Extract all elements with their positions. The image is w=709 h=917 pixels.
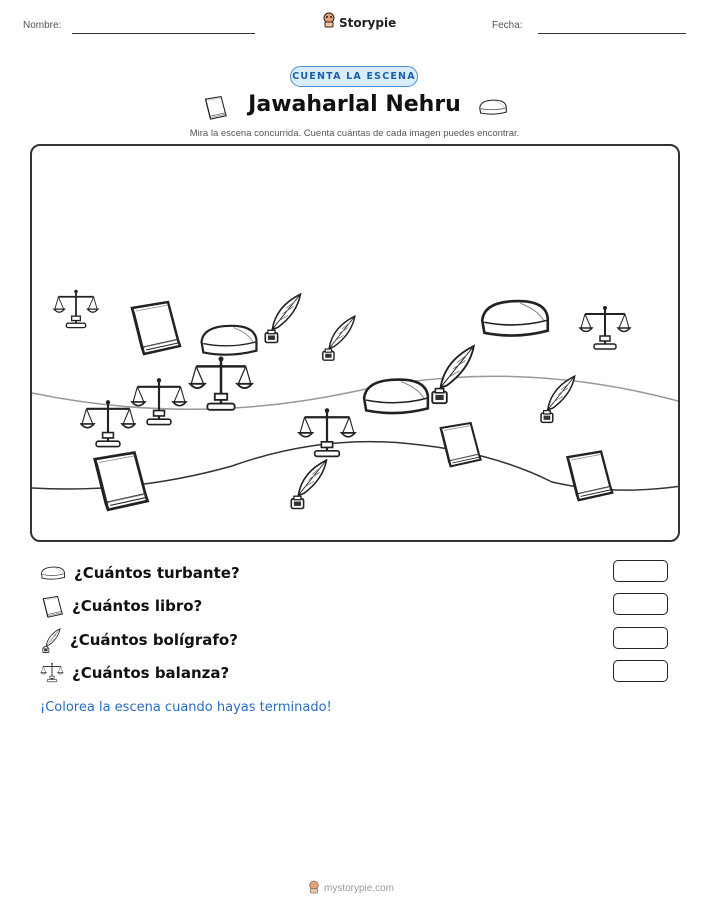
- book-icon[interactable]: [434, 418, 484, 468]
- activity-badge: CUENTA LA ESCENA: [290, 66, 418, 87]
- question-text: ¿Cuántos balanza?: [72, 664, 230, 682]
- turban-icon: [478, 98, 508, 116]
- date-field[interactable]: [538, 33, 686, 34]
- book-icon[interactable]: [560, 446, 616, 502]
- scale-icon[interactable]: [296, 406, 358, 462]
- brand-name: Storypie: [339, 15, 397, 30]
- brand-logo: [322, 12, 396, 33]
- name-field[interactable]: [72, 33, 255, 34]
- page-title: Jawaharlal Nehru: [248, 92, 461, 117]
- date-label: Fecha:: [492, 20, 523, 31]
- question-quill: [40, 628, 238, 652]
- quill-icon[interactable]: [536, 370, 578, 426]
- question-scale: [40, 661, 229, 685]
- answer-box-book[interactable]: [613, 593, 668, 615]
- book-icon[interactable]: [124, 296, 184, 356]
- question-book: [40, 594, 202, 618]
- footer-url[interactable]: mystorypie.com: [324, 883, 395, 894]
- scale-icon[interactable]: [130, 376, 188, 430]
- quill-icon[interactable]: [426, 338, 478, 408]
- storypie-mascot-icon: [308, 880, 320, 897]
- answer-box-scale[interactable]: [613, 660, 668, 682]
- book-icon: [201, 94, 229, 120]
- answer-box-turban[interactable]: [613, 560, 668, 582]
- count-scene[interactable]: [30, 144, 680, 542]
- turban-icon[interactable]: [198, 322, 260, 358]
- book-icon[interactable]: [86, 446, 152, 512]
- instructions: Mira la escena concurrida. Cuenta cuántas de cada imagen puedes encontrar.: [189, 128, 520, 139]
- name-label: Nombre:: [23, 20, 62, 31]
- quill-icon: [40, 627, 62, 653]
- turban-icon: [40, 565, 66, 581]
- turban-icon[interactable]: [478, 296, 552, 340]
- quill-icon[interactable]: [318, 312, 358, 362]
- quill-icon[interactable]: [286, 456, 330, 510]
- quill-icon[interactable]: [260, 290, 304, 344]
- turban-icon[interactable]: [360, 372, 432, 420]
- scale-icon[interactable]: [52, 288, 100, 332]
- footer: [308, 880, 394, 897]
- book-icon: [40, 594, 64, 618]
- coloring-note: ¡Colorea la escena cuando hayas terminado!: [40, 700, 332, 715]
- answer-box-quill[interactable]: [613, 627, 668, 649]
- question-turban: [40, 561, 240, 585]
- question-text: ¿Cuántos turbante?: [74, 564, 240, 582]
- question-text: ¿Cuántos libro?: [72, 597, 203, 615]
- question-text: ¿Cuántos bolígrafo?: [70, 631, 238, 649]
- scale-icon[interactable]: [187, 354, 255, 416]
- scale-icon: [40, 662, 64, 684]
- scale-icon[interactable]: [80, 398, 136, 452]
- scale-icon[interactable]: [578, 304, 632, 354]
- storypie-mascot-icon: [322, 12, 336, 33]
